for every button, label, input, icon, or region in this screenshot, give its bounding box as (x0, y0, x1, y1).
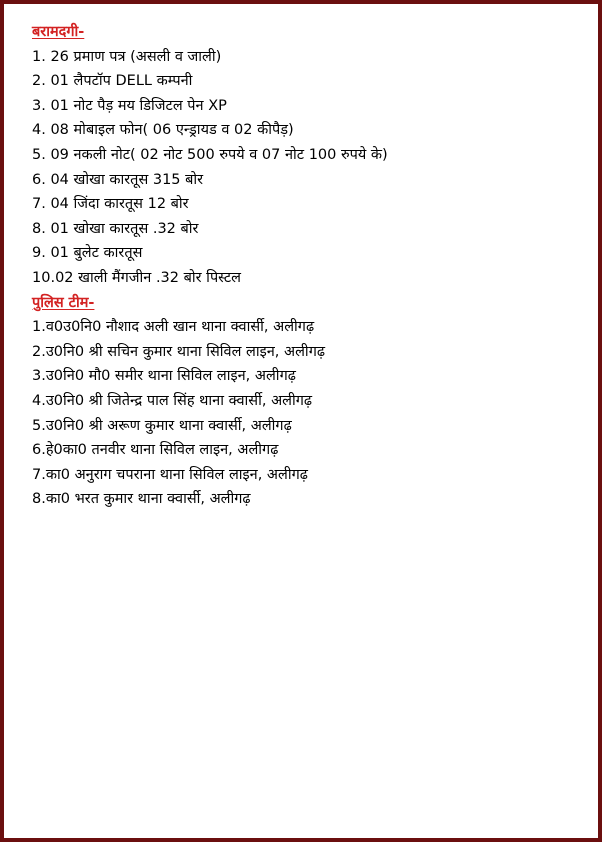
recovery-item (32, 217, 578, 242)
item-number: 10. (32, 269, 56, 286)
item-text: 01 नोट पैड़ मय डिजिटल पेन XP (50, 97, 227, 114)
item-number: 8. (32, 220, 46, 237)
item-number: 7. (32, 466, 46, 483)
item-number: 5. (32, 146, 46, 163)
item-number: 6. (32, 442, 46, 459)
item-text: 01 खोखा कारतूस .32 बोर (50, 220, 199, 237)
item-number: 2. (32, 343, 46, 360)
recovery-item (32, 192, 578, 217)
item-text: 01 बुलेट कारतूस (50, 245, 143, 262)
team-member-item (32, 414, 578, 439)
item-text: व0उ0नि0 नौशाद अली खान थाना क्वार्सी, अलीगढ़ (45, 319, 315, 336)
item-text: उ0नि0 श्री अरूण कुमार थाना क्वार्सी, अलीगढ़ (45, 417, 292, 434)
team-member-item (32, 487, 578, 512)
item-number: 1. (32, 319, 46, 336)
item-text: 02 खाली मैंगजीन .32 बोर पिस्टल (55, 269, 241, 286)
police-team-list (32, 315, 578, 512)
item-text: 08 मोबाइल फोन( 06 एन्ड्रायड व 02 कीपैड़) (50, 122, 294, 139)
item-number: 5. (32, 417, 46, 434)
item-number: 3. (32, 368, 46, 385)
recovery-item (32, 143, 578, 168)
item-text: उ0नि0 श्री सचिन कुमार थाना सिविल लाइन, अलीगढ़ (45, 343, 326, 360)
item-text: 26 प्रमाण पत्र (असली व जाली) (50, 48, 222, 65)
item-text: का0 भरत कुमार थाना क्वार्सी, अलीगढ़ (45, 491, 251, 508)
item-number: 3. (32, 97, 46, 114)
recovery-heading: बरामदगी- (32, 24, 85, 40)
item-text: उ0नि0 श्री जितेन्द्र पाल सिंह थाना क्वार्सी, अलीगढ़ (45, 392, 313, 409)
item-text: का0 अनुराग चपराना थाना सिविल लाइन, अलीगढ़ (45, 466, 308, 483)
team-member-item (32, 463, 578, 488)
team-member-item (32, 364, 578, 389)
item-text: उ0नि0 मौ0 समीर थाना सिविल लाइन, अलीगढ़ (45, 368, 296, 385)
recovery-item (32, 45, 578, 70)
item-number: 1. (32, 48, 46, 65)
item-number: 7. (32, 196, 46, 213)
team-member-item (32, 315, 578, 340)
item-number: 2. (32, 73, 46, 90)
item-number: 4. (32, 392, 46, 409)
team-member-item (32, 389, 578, 414)
item-text: हे0का0 तनवीर थाना सिविल लाइन, अलीगढ़ (45, 442, 279, 459)
item-number: 6. (32, 171, 46, 188)
police-team-heading: पुलिस टीम- (32, 294, 95, 311)
item-number: 8. (32, 491, 46, 508)
item-number: 4. (32, 122, 46, 139)
recovery-list (32, 45, 578, 291)
item-text: 09 नकली नोट( 02 नोट 500 रुपये व 07 नोट 100 रुपये के) (50, 146, 388, 163)
item-number: 9. (32, 245, 46, 262)
recovery-item (32, 118, 578, 143)
team-member-item (32, 438, 578, 463)
item-text: 04 खोखा कारतूस 315 बोर (50, 171, 204, 188)
recovery-item (32, 241, 578, 266)
recovery-item (32, 94, 578, 119)
recovery-item (32, 69, 578, 94)
team-member-item (32, 340, 578, 365)
item-text: 04 जिंदा कारतूस 12 बोर (50, 196, 189, 213)
recovery-item (32, 168, 578, 193)
recovery-item (32, 266, 578, 291)
item-text: 01 लैपटॉप DELL कम्पनी (50, 73, 193, 90)
